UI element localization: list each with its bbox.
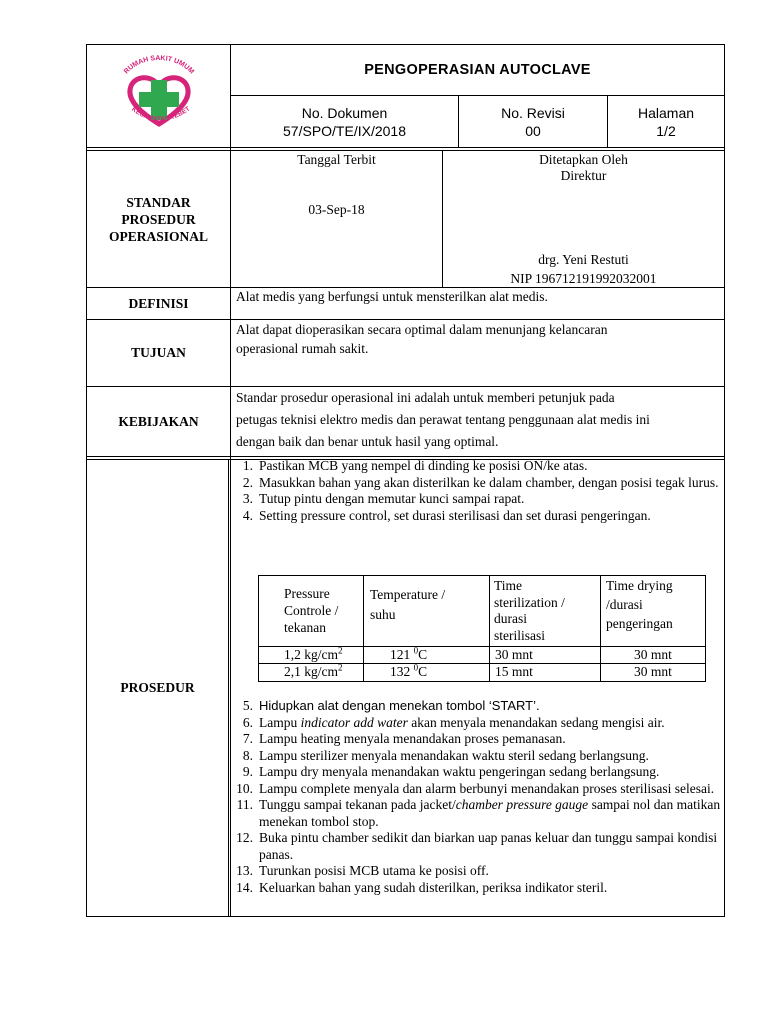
header-text: /durasi [606, 597, 643, 612]
header-pressure [284, 585, 338, 636]
row1-drying: 30 mnt [634, 647, 672, 662]
cross-horizontal [139, 92, 179, 107]
step-text: Lampu sterilizer menyala menandakan waktu steril sedang berlangsung. [259, 747, 649, 763]
frame-bottom [86, 916, 725, 917]
step-text: panas. [259, 846, 294, 862]
header-text: tekanan [284, 620, 326, 635]
list-item [229, 491, 768, 508]
row2-pressure [284, 664, 343, 680]
list-item [229, 830, 768, 847]
cell-text: 132 [390, 664, 414, 679]
step-text [259, 715, 665, 732]
step-text-italic: indicator add water [300, 714, 408, 730]
steps-group-a [229, 458, 768, 524]
definisi-label: DEFINISI [128, 295, 189, 311]
steps-list [229, 863, 768, 896]
header-text: durasi [494, 611, 527, 626]
doc-number-value: 57/SPO/TE/IX/2018 [283, 122, 406, 139]
step-text [259, 797, 720, 814]
step-text: Pastikan MCB yang nempel di dinding ke posisi ON/ke atas. [259, 458, 588, 473]
list-item [229, 731, 768, 748]
svg-text:RUMAH SAKIT UMUM [123, 55, 195, 76]
list-item [229, 781, 768, 798]
prosedur-label: PROSEDUR [120, 680, 195, 695]
cell-text: 121 [390, 647, 414, 662]
cell-text: 1,2 kg/cm [284, 647, 338, 662]
issue-date-label: Tanggal Terbit [297, 152, 376, 167]
superscript: 2 [338, 662, 343, 673]
steps-group-b [229, 698, 768, 896]
list-item [229, 715, 768, 732]
step-text: Masukkan bahan yang akan disterilkan ke dalam chamber, dengan posisi tegak lurus. [259, 474, 719, 490]
list-item [229, 880, 768, 897]
step-text: Lampu dry menyala menandakan waktu pengeringan sedang berlangsung. [259, 764, 660, 779]
doc-number-cell [231, 96, 458, 147]
step-number: 5. [242, 698, 253, 713]
step-text-part: Tunggu sampai tekanan pada jacket/ [259, 797, 456, 812]
kebijakan-line: petugas teknisi elektro medis dan perawat tentang penggunaan alat medis ini [236, 412, 650, 427]
row1-temperature [390, 647, 427, 663]
cell-text: 2,1 kg/cm [284, 664, 338, 679]
logo-top-text: RUMAH SAKIT UMUM [122, 54, 196, 76]
step-text-part: sampai nol dan matikan [588, 797, 721, 812]
tujuan-label: TUJUAN [131, 345, 186, 360]
step-number: 1. [242, 458, 253, 473]
page-cell [608, 96, 724, 147]
tujuan-line: Alat dapat dioperasikan secara optimal dalam menunjang kelancaran [236, 322, 608, 337]
superscript: 0 [413, 662, 419, 673]
step-text: Lampu complete menyala dan alarm berbunyi menandakan proses sterilisasi selesai. [259, 780, 715, 796]
header-text: Time drying [606, 578, 673, 593]
hospital-logo [113, 52, 205, 134]
step-number: 14. [236, 879, 253, 895]
row2-time: 15 mnt [495, 664, 533, 679]
revision-value: 00 [525, 122, 541, 139]
parameters-table [258, 575, 706, 683]
set-by-label: Ditetapkan Oleh [539, 152, 628, 167]
document-title: PENGOPERASIAN AUTOCLAVE [364, 62, 591, 78]
revision-label: No. Revisi [501, 104, 565, 121]
sop-label-line: PROSEDUR [121, 211, 196, 227]
row1-time: 30 mnt [495, 647, 533, 662]
row1-pressure [284, 647, 343, 663]
list-item [229, 797, 768, 814]
steps-list [229, 731, 768, 797]
list-item [229, 458, 768, 475]
list-item [229, 863, 768, 880]
header-text: Pressure [284, 586, 330, 601]
sop-label-line: OPERASIONAL [108, 228, 208, 244]
header-bottom [86, 147, 725, 148]
step-text: Turunkan posisi MCB utama ke posisi off. [259, 863, 489, 878]
step-text-part: akan menyala menandakan sedang mengisi air. [407, 714, 665, 730]
header-time-sterilization [494, 578, 565, 644]
list-item-continuation [229, 814, 768, 831]
cell-text: C [418, 647, 428, 662]
row2-drying: 30 mnt [634, 664, 672, 679]
signer-name: drg. Yeni Restuti [538, 252, 629, 267]
signer-nip: NIP 196712191992032001 [510, 271, 657, 286]
header-text: sterilization / [494, 594, 565, 610]
set-by-role: Direktur [560, 168, 607, 183]
kebijakan-line: dengan baik dan benar untuk hasil yang optimal. [236, 434, 499, 449]
step-number: 9. [242, 764, 253, 779]
issue-date-value: 03-Sep-18 [308, 202, 365, 217]
list-item [229, 748, 768, 765]
header-text: Controle / [284, 603, 339, 618]
header-time-drying [606, 576, 673, 633]
step-number: 2. [242, 474, 253, 490]
step-number: 6. [242, 714, 253, 730]
sop-label [87, 151, 230, 287]
step-number: 13. [236, 863, 253, 878]
logo-bottom-text: KECAMATAN TEBET [130, 105, 192, 124]
definisi-text: Alat medis yang berfungsi untuk mensterilkan alat medis. [236, 289, 548, 304]
step-text: Keluarkan bahan yang sudah disterilkan, periksa indikator steril. [259, 879, 608, 895]
step-text: Tutup pintu dengan memutar kunci sampai rapat. [259, 491, 525, 506]
step-number: 4. [242, 507, 253, 523]
step-text-italic: chamber pressure gauge [455, 797, 589, 812]
list-item [229, 475, 768, 492]
step-number: 11. [236, 797, 253, 812]
kebijakan-label: KEBIJAKAN [118, 413, 199, 429]
step-text: menekan tombol stop. [259, 813, 379, 829]
heart-cross-icon [113, 52, 205, 134]
kebijakan-line: Standar prosedur operasional ini adalah untuk memberi petunjuk pada [236, 390, 615, 405]
step-number: 3. [242, 491, 253, 506]
header-text: Time [494, 578, 523, 593]
kebijakan-text [236, 387, 650, 453]
revision-cell [459, 96, 607, 147]
header-text: sterilisasi [494, 627, 545, 643]
sop-label-line: STANDAR [126, 194, 191, 210]
step-text: Hidupkan alat dengan menekan tombol ‘START’. [259, 698, 540, 713]
header-text: pengeringan [606, 616, 673, 631]
page-value: 1/2 [656, 122, 676, 139]
superscript: 2 [338, 645, 343, 656]
step-text-part: Lampu [259, 714, 301, 730]
step-number: 10. [236, 780, 253, 796]
tujuan-line: operasional rumah sakit. [236, 341, 369, 356]
step-number: 8. [242, 747, 253, 763]
step-number: 7. [242, 731, 253, 746]
kebijakan-bottom [86, 456, 725, 457]
page-label: Halaman [637, 104, 695, 121]
list-item-continuation [229, 847, 768, 864]
header-temperature [370, 585, 445, 625]
list-item [229, 764, 768, 781]
step-text: Buka pintu chamber sedikit dan biarkan uap panas keluar dan tunggu sampai kondisi [259, 830, 718, 845]
superscript: 0 [413, 645, 419, 656]
doc-number-label: No. Dokumen [301, 104, 388, 121]
step-text: Lampu heating menyala menandakan proses pemanasan. [259, 731, 566, 746]
list-item [229, 508, 768, 525]
header-text: Temperature / [370, 587, 446, 602]
steps-list [229, 458, 768, 524]
step-text: Setting pressure control, set durasi sterilisasi dan set durasi pengeringan. [259, 507, 651, 523]
list-item [229, 698, 768, 715]
row2-temperature [390, 664, 427, 680]
cell-text: C [418, 664, 428, 679]
header-text: suhu [370, 607, 396, 622]
step-number: 12. [236, 830, 253, 845]
tujuan-text [236, 320, 607, 358]
